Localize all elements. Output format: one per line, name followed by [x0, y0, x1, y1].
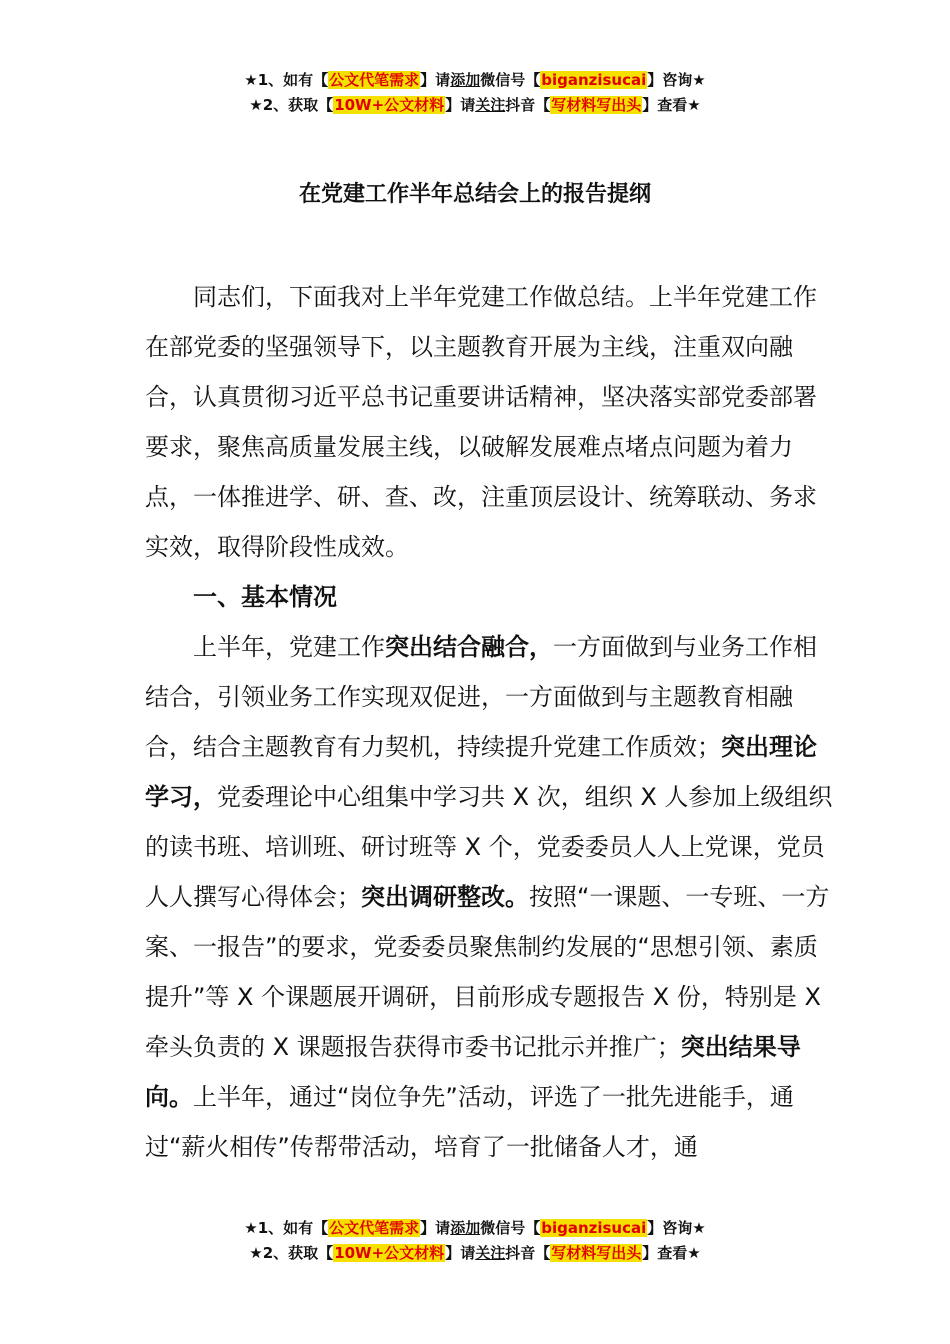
intro-paragraph: 同志们，下面我对上半年党建工作做总结。上半年党建工作在部党委的坚强领导下，以主题教育开展为主线，注重双向融合，认真贯彻习近平总书记重要讲话精神，坚决落实部党委部署要求，聚焦高质量发展主线，以破解发展难点堵点问题为着力点，一体推进学、研、查、改，注重顶层设计、统筹联动、务求实效，取得阶段性成效。 [145, 283, 817, 561]
banner-line-2: ★2、获取【10W+公文材料】请关注抖音【写材料写出头】查看★ [249, 96, 701, 114]
document-body [145, 272, 835, 1172]
highlight-materials: 10W+公文材料 [334, 96, 445, 114]
header-banner [0, 68, 950, 118]
highlight-service: 公文代笔需求 [329, 71, 420, 89]
bold-phrase: 突出结合融合， [385, 633, 553, 661]
highlight-douyin: 写材料写出头 [551, 1244, 642, 1262]
banner-line-2: ★2、获取【10W+公文材料】请关注抖音【写材料写出头】查看★ [249, 1244, 701, 1262]
bold-phrase: 突出理论学习， [145, 733, 817, 811]
bold-phrase: 突出结果导向。 [145, 1033, 801, 1111]
highlight-materials: 10W+公文材料 [334, 1244, 445, 1262]
bold-phrase: 突出调研整改。 [361, 883, 529, 911]
banner-line-1: ★1、如有【公文代笔需求】请添加微信号【biganzisucai】咨询★ [244, 71, 706, 89]
highlight-wechat-id: biganzisucai [541, 71, 647, 89]
highlight-douyin: 写材料写出头 [551, 96, 642, 114]
document-title: 在党建工作半年总结会上的报告提纲 [298, 182, 651, 207]
highlight-service: 公文代笔需求 [329, 1219, 420, 1237]
highlight-wechat-id: biganzisucai [541, 1219, 647, 1237]
banner-line-1: ★1、如有【公文代笔需求】请添加微信号【biganzisucai】咨询★ [244, 1219, 706, 1237]
section-heading: 一、基本情况 [193, 583, 337, 611]
section-paragraph: 上半年，党建工作突出结合融合，一方面做到与业务工作相结合，引领业务工作实现双促进，一方面做到与主题教育相融合，结合主题教育有力契机，持续提升党建工作质效；突出理论学习，党委理论中心组集中学习共 X 次，组织 X 人参加上级组织的读书班、培训班、研讨班等 X 个，党委委员人人上党课，党员人人撰写心得体会；突出调研整改。按照“一课题、一专班、一方案、一报告”的要求，党委委员聚焦制约发展的“思想引领、素质提升”等 X 个课题展开调研，目前形成专题报告 X 份，特别是 X 牵头负责的 X 课题报告获得市委书记批示并推广；突出结果导向。上半年，通过“岗位争先”活动，评选了一批先进能手，通过“薪火相传”传帮带活动，培育了一批储备人才，通 [145, 633, 833, 1161]
footer-banner [0, 1216, 950, 1266]
